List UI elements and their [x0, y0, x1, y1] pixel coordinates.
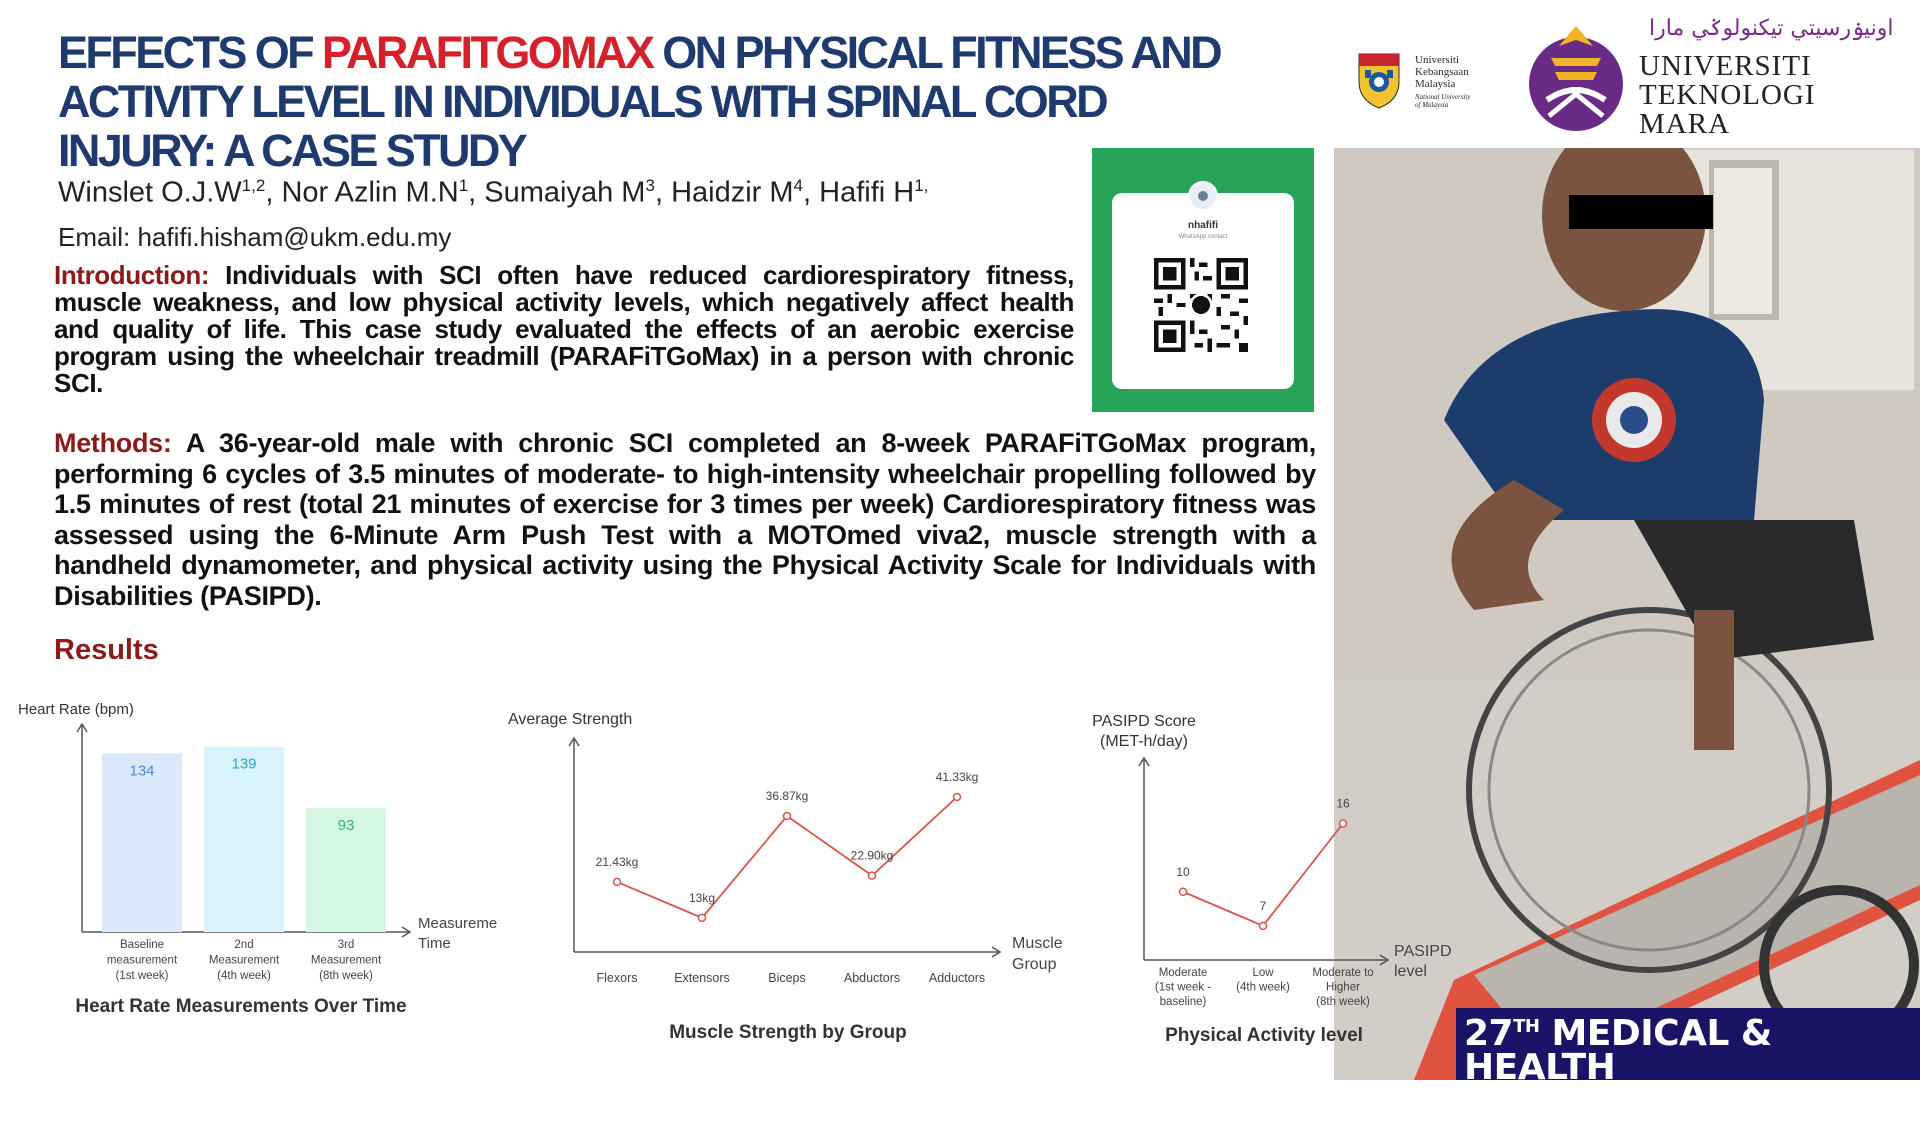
ukm-logo: [1333, 0, 1513, 148]
banner-ordinal: TH: [1513, 1016, 1540, 1037]
y-axis-title: Heart Rate (bpm): [18, 701, 134, 718]
qr-contact-panel: [1092, 148, 1314, 412]
x-tick-label: Baseline: [119, 939, 165, 951]
data-point: [1340, 820, 1347, 827]
x-tick-label: (8th week): [319, 970, 373, 982]
bar-value-label: 134: [129, 762, 155, 780]
data-point: [1260, 922, 1267, 929]
author-name: Sumaiyah M: [484, 176, 646, 209]
x-tick-label: (8th week): [1316, 996, 1370, 1008]
x-tick-label: Biceps: [768, 971, 806, 985]
author-name: Hafifi H: [819, 176, 915, 209]
uitm-name-line: UNIVERSITI: [1639, 50, 1812, 82]
bar: [102, 753, 182, 932]
qr-contact-subtitle: WhatsApp contact: [1178, 234, 1228, 240]
x-tick-label: Adductors: [928, 971, 986, 985]
x-tick-label: Abductors: [843, 971, 901, 985]
ukm-tagline-line: National University: [1415, 93, 1471, 101]
y-axis-title: PASIPD Score: [1092, 713, 1196, 730]
event-banner: [1456, 1008, 1920, 1122]
data-point: [1180, 888, 1187, 895]
x-tick-label: Measurement: [310, 954, 382, 967]
data-point: [869, 872, 876, 879]
introduction-text: Individuals with SCI often have reduced cardiorespiratory fitness, muscle weakness, and low physical activity levels, which negatively affect health and quality of life. This case study evaluated the effects of an aerobic exercise program using the wheelchair treadmill (PARAFiTGoMax) in a person with chronic SCI.: [54, 260, 1074, 398]
title-product-name: PARAFITGOMAX: [321, 27, 653, 78]
x-tick-label: 3rd: [337, 939, 355, 951]
author-name: Nor Azlin M.N: [281, 176, 459, 209]
contact-email: Email: hafifi.hisham@ukm.edu.my: [58, 222, 452, 252]
data-label: 22.90kg: [850, 848, 894, 863]
x-tick-label: (1st week -: [1154, 981, 1212, 994]
uitm-name-line: MARA: [1639, 108, 1731, 140]
x-tick-label: Moderate: [1158, 967, 1208, 979]
x-tick-label: Measurement: [208, 954, 280, 967]
ukm-crest-icon: [1355, 48, 1403, 110]
data-label: 16: [1336, 796, 1350, 811]
data-point: [784, 813, 791, 820]
banner-line-2: RESEARCH WEEK: [1464, 1081, 1802, 1122]
ukm-tagline: [1415, 93, 1470, 109]
x-axis-title: Time: [418, 935, 451, 952]
results-heading: Results: [54, 634, 159, 666]
qr-code-icon[interactable]: [1154, 258, 1248, 352]
qr-contact-name: nhafifi: [1188, 220, 1218, 231]
data-label: 36.87kg: [765, 789, 809, 804]
muscle-strength-chart: [500, 700, 1063, 1000]
y-axis-title: (MET-h/day): [1099, 733, 1189, 750]
methods-text: A 36-year-old male with chronic SCI completed an 8-week PARAFiTGoMax program, performing 6 cycles of 3.5 minutes of moderate- to high-intensity wheelchair propelling followed by 1.5 minutes of rest (total 21 minutes of exercise for 3 times per week) Cardiorespiratory fitness was assessed using the 6-Minute Arm Push Test with a MOTOmed viva2, muscle strength with a handheld dynamometer, and physical activity using the Physical Activity Scale for Individuals with Disabilities (PASIPD).: [54, 428, 1316, 611]
uitm-crest-icon: [1527, 20, 1625, 138]
data-label: 10: [1176, 864, 1190, 879]
uitm-jawi-name: اونيۏرسيتي تيكنولوݢي مارا: [1649, 16, 1894, 41]
x-tick-label: Higher: [1326, 981, 1360, 994]
x-tick-label: measurement: [106, 954, 178, 967]
author-affiliation: 3: [645, 176, 655, 195]
methods-section: [54, 428, 1316, 611]
x-axis-title: level: [1394, 963, 1427, 980]
x-tick-label: Low: [1252, 967, 1274, 979]
physical-activity-chart-title: Physical Activity level: [1165, 1025, 1363, 1046]
banner-line-1: MEDICAL & HEALTH: [1464, 1013, 1772, 1088]
data-point: [699, 914, 706, 921]
x-tick-label: baseline): [1159, 996, 1207, 1008]
data-label: 41.33kg: [935, 769, 979, 784]
data-label: 7: [1259, 898, 1267, 913]
poster-title: [58, 28, 1238, 175]
author-name: Haidzir M: [671, 176, 794, 209]
qr-card: [1112, 193, 1294, 389]
avatar: [1188, 181, 1218, 211]
author-name: Winslet O.J.W: [58, 176, 242, 209]
author-affiliation: 1,2: [241, 176, 266, 195]
x-tick-label: Moderate to: [1312, 967, 1374, 979]
heart-rate-chart-title: Heart Rate Measurements Over Time: [75, 996, 407, 1017]
x-axis-title: Measureme: [418, 915, 498, 932]
ukm-name-line: Malaysia: [1415, 78, 1456, 90]
uitm-logo: [1513, 0, 1920, 148]
x-tick-label: Flexors: [596, 971, 638, 985]
x-tick-label: (1st week): [115, 970, 169, 982]
x-axis-title: Group: [1012, 956, 1057, 973]
x-tick-label: (4th week): [1236, 981, 1290, 994]
x-axis-title: PASIPD: [1394, 943, 1452, 960]
x-tick-label: Extensors: [674, 971, 730, 985]
author-affiliation: 4: [793, 176, 803, 195]
author-affiliation: 1,: [914, 176, 929, 195]
bar-value-label: 139: [231, 755, 257, 773]
title-suffix: ON PHYSICAL FITNESS AND ACTIVITY LEVEL IN INDIVIDUALS WITH SPINAL CORD INJURY: A CASE STUDY: [58, 27, 1221, 176]
ukm-tagline-line: of Malaysia: [1415, 101, 1449, 109]
ukm-name-line: Universiti: [1415, 54, 1459, 66]
methods-label: Methods:: [54, 428, 172, 458]
x-tick-label: (4th week): [217, 970, 271, 982]
bar-value-label: 93: [337, 817, 355, 834]
x-axis-title: Muscle: [1012, 935, 1063, 952]
data-point: [614, 878, 621, 885]
uitm-name-line: TEKNOLOGI: [1639, 79, 1816, 111]
y-axis-title: Average Strength: [508, 711, 633, 728]
ukm-name-line: Kebangsaan: [1415, 66, 1469, 78]
introduction-section: [54, 262, 1074, 397]
introduction-label: Introduction:: [54, 260, 210, 290]
title-prefix: EFFECTS OF: [58, 27, 322, 78]
banner-number: 27: [1464, 1013, 1514, 1054]
data-label: 21.43kg: [595, 854, 639, 869]
physical-activity-chart: [1060, 706, 1460, 1016]
muscle-strength-chart-title: Muscle Strength by Group: [669, 1022, 907, 1043]
author-affiliation: 1: [458, 176, 469, 195]
x-tick-label: 2nd: [234, 939, 254, 951]
bar: [204, 747, 284, 932]
heart-rate-chart: [10, 696, 510, 980]
data-point: [954, 793, 961, 800]
data-label: 13kg: [688, 890, 716, 905]
author-list: Winslet $O.J.W^{1,2}$, Nor Azlin $M.N^1$, Sumaiyah $M^3$, Haidzir $M^4$, Hafifi $H^{1,}$: [58, 176, 929, 209]
